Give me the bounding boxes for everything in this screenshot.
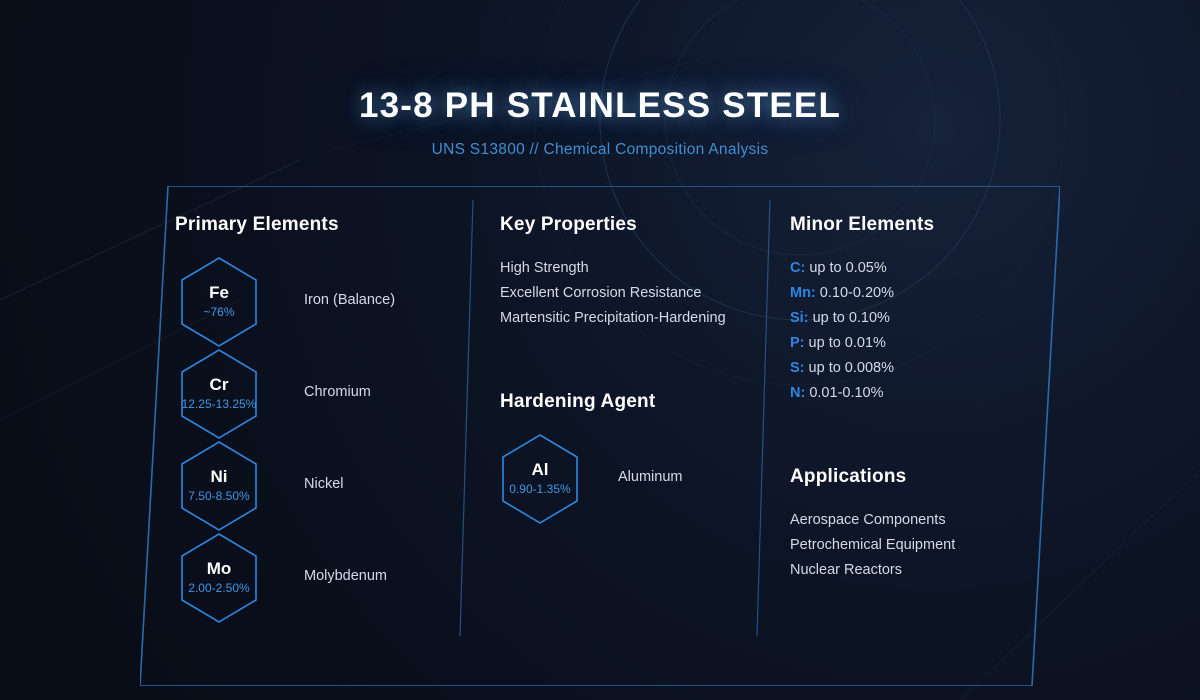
primary-elements-heading: Primary Elements [175,214,339,235]
hexagon-mo [179,532,259,624]
header [0,86,1200,159]
element-row-cr[interactable] [179,348,495,440]
minor-element-value: up to 0.05% [809,260,887,276]
minor-element-row [790,331,1040,356]
minor-element-symbol: S: [790,360,805,376]
application-item: Petrochemical Equipment [790,537,956,553]
element-name: Aluminum [618,469,683,485]
element-symbol: Fe [209,283,229,302]
element-symbol: Al [531,460,549,479]
hexagon-fe [179,256,259,348]
minor-element-symbol: N: [790,385,806,401]
minor-element-value: up to 0.10% [812,310,890,326]
column-minor-elements [790,214,1040,583]
element-percent: 0.90-1.35% [509,482,571,496]
element-name: Molybdenum [304,568,388,584]
property-item: High Strength [500,260,589,276]
minor-element-symbol: Mn: [790,285,816,301]
minor-element-row [790,281,1040,306]
minor-element-row [790,356,1040,381]
minor-element-row [790,381,1040,406]
minor-element-symbol: C: [790,260,806,276]
application-item: Nuclear Reactors [790,562,903,578]
property-item: Excellent Corrosion Resistance [500,285,702,301]
element-name: Nickel [304,476,344,492]
element-row-al[interactable] [500,433,765,533]
element-symbol: Cr [209,375,229,394]
element-percent: 7.50-8.50% [188,489,250,503]
element-name: Iron (Balance) [304,292,396,308]
element-percent: 12.25-13.25% [181,397,257,411]
minor-elements-heading: Minor Elements [790,214,935,235]
main-panel [140,186,1060,686]
element-percent: ~76% [203,305,235,319]
minor-element-value: up to 0.01% [808,335,886,351]
application-item: Aerospace Components [790,512,946,528]
element-symbol: Ni [210,467,228,486]
element-row-fe[interactable] [179,256,495,348]
minor-element-row [790,306,1040,331]
element-symbol: Mo [206,559,232,578]
minor-element-value: up to 0.008% [808,360,894,376]
hexagon-al [500,433,580,525]
element-percent: 2.00-2.50% [188,581,250,595]
column-primary-elements [175,214,495,624]
element-row-ni[interactable] [179,440,495,532]
minor-element-value: 0.10-0.20% [819,285,894,301]
hexagon-cr [179,348,259,440]
hexagon-ni [179,440,259,532]
minor-element-symbol: Si: [790,310,809,326]
applications-heading: Applications [790,466,907,487]
page-subtitle: UNS S13800 // Chemical Composition Analysis [431,141,769,158]
property-item: Martensitic Precipitation-Hardening [500,310,726,326]
minor-element-row [790,256,1040,281]
column-key-properties [500,214,765,533]
minor-element-symbol: P: [790,335,805,351]
hardening-agent-heading: Hardening Agent [500,391,656,412]
element-row-mo[interactable] [179,532,495,624]
minor-element-value: 0.01-0.10% [809,385,884,401]
element-name: Chromium [304,384,371,400]
key-properties-heading: Key Properties [500,214,637,235]
page-title: 13-8 PH STAINLESS STEEL [358,86,842,125]
